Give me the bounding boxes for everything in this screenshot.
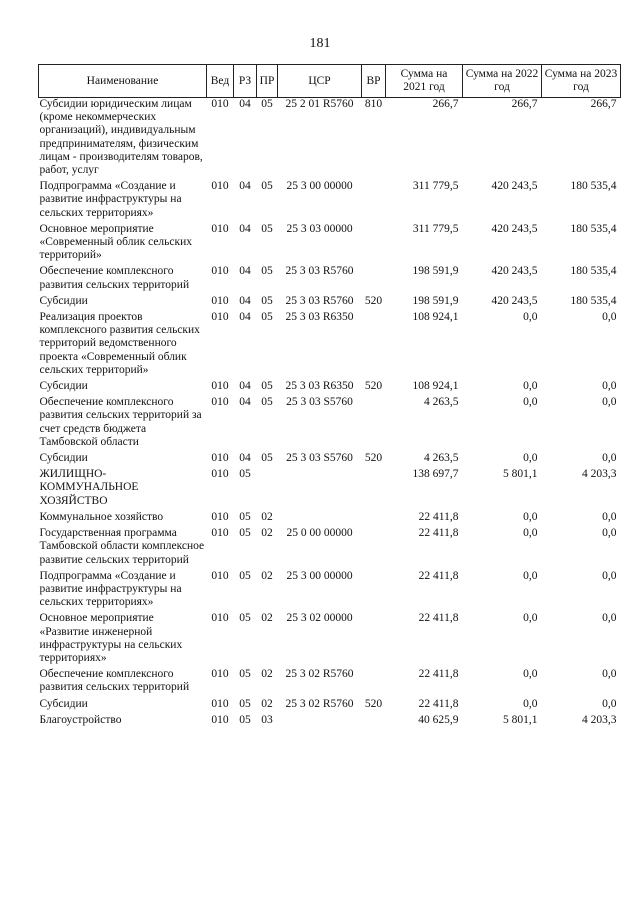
row-pr: 05 xyxy=(261,98,273,110)
row-sum-2022: 420 243,5 xyxy=(491,265,538,278)
row-csr: 25 3 03 S5760 xyxy=(286,396,353,409)
row-vr xyxy=(362,396,386,452)
row-vr xyxy=(362,468,386,511)
row-name: Реализация проектов комплексного развития сельских территорий ведомственного проекта «Современный облик сельских территорий» xyxy=(39,311,200,376)
row-sum-2023: 266,7 xyxy=(590,98,617,110)
row-pr: 02 xyxy=(261,612,273,625)
row-pr: 05 xyxy=(261,380,273,393)
row-ved: 010 xyxy=(211,713,229,726)
row-sum-2022: 0,0 xyxy=(523,380,538,393)
row-sum-2021: 40 625,9 xyxy=(418,713,459,726)
row-rz: 04 xyxy=(239,265,251,278)
row-sum-2023: 4 203,3 xyxy=(582,713,617,726)
row-rz: 05 xyxy=(239,569,251,582)
row-vr xyxy=(362,714,386,730)
row-csr: 25 2 01 R5760 xyxy=(285,98,354,110)
row-sum-2021: 108 924,1 xyxy=(412,380,459,393)
row-sum-2022: 420 243,5 xyxy=(491,222,538,235)
row-vr xyxy=(362,180,386,223)
row-name: Обеспечение комплексного развития сельских территорий xyxy=(39,265,190,291)
row-sum-2023: 0,0 xyxy=(602,569,617,582)
row-sum-2023: 0,0 xyxy=(602,668,617,681)
row-rz: 05 xyxy=(239,510,251,523)
row-pr: 05 xyxy=(261,265,273,278)
row-rz: 04 xyxy=(239,294,251,307)
row-ved: 010 xyxy=(211,311,229,324)
row-sum-2023: 180 535,4 xyxy=(570,265,617,278)
table-row xyxy=(39,452,621,468)
row-ved: 010 xyxy=(211,612,229,625)
row-name: Коммунальное хозяйство xyxy=(39,510,164,523)
row-csr: 25 3 00 00000 xyxy=(286,569,353,582)
page-number: 181 xyxy=(309,36,331,51)
header-rz: РЗ xyxy=(234,65,257,98)
header-pr: ПР xyxy=(257,65,278,98)
row-rz: 05 xyxy=(239,713,251,726)
row-name: Подпрограмма «Создание и развитие инфраструктуры на сельских территориях» xyxy=(39,180,182,219)
row-vr xyxy=(362,265,386,294)
row-sum-2021: 266,7 xyxy=(432,98,459,110)
row-sum-2021: 4 263,5 xyxy=(424,452,459,465)
row-ved: 010 xyxy=(211,222,229,235)
row-vr: 520 xyxy=(364,294,383,307)
row-name: Благоустройство xyxy=(39,713,122,726)
table-row xyxy=(39,223,621,266)
header-sum-2023: Сумма на 2023 год xyxy=(542,65,621,98)
row-pr: 05 xyxy=(261,180,273,193)
table-row xyxy=(39,180,621,223)
header-vr: ВР xyxy=(362,65,386,98)
row-sum-2021: 311 779,5 xyxy=(412,222,459,235)
row-pr: 02 xyxy=(261,510,273,523)
row-ved: 010 xyxy=(211,452,229,465)
row-rz: 05 xyxy=(239,527,251,540)
row-sum-2022: 0,0 xyxy=(523,612,538,625)
table-row xyxy=(39,698,621,714)
row-sum-2023: 180 535,4 xyxy=(570,222,617,235)
row-csr: 25 3 03 R5760 xyxy=(285,294,354,307)
header-sum-2021: Сумма на 2021 год xyxy=(386,65,463,98)
row-name: Субсидии xyxy=(39,697,88,710)
row-name: ЖИЛИЩНО-КОММУНАЛЬНОЕ ХОЗЯЙСТВО xyxy=(39,468,139,507)
row-ved: 010 xyxy=(211,697,229,710)
table-row xyxy=(39,714,621,730)
row-name: Основное мероприятие «Развитие инженерной инфраструктуры на сельских территориях» xyxy=(39,612,183,664)
row-rz: 04 xyxy=(239,98,251,110)
table-row xyxy=(39,295,621,311)
row-vr xyxy=(362,311,386,380)
header-name: Наименование xyxy=(39,65,207,98)
row-pr: 02 xyxy=(261,527,273,540)
table-row xyxy=(39,468,621,511)
row-rz: 04 xyxy=(239,222,251,235)
row-vr: 520 xyxy=(364,380,383,393)
row-rz: 05 xyxy=(239,697,251,710)
table-row xyxy=(39,396,621,452)
row-rz: 04 xyxy=(239,396,251,409)
row-ved: 010 xyxy=(211,468,229,481)
row-sum-2021: 22 411,8 xyxy=(418,510,459,523)
row-sum-2021: 4 263,5 xyxy=(424,396,459,409)
row-name: Субсидии xyxy=(39,380,88,393)
row-csr: 25 3 03 00000 xyxy=(286,222,353,235)
table-body xyxy=(39,98,621,730)
row-sum-2022: 0,0 xyxy=(523,452,538,465)
row-sum-2022: 266,7 xyxy=(511,98,538,110)
row-ved: 010 xyxy=(211,180,229,193)
header-sum-2022: Сумма на 2022 год xyxy=(463,65,542,98)
row-name: Подпрограмма «Создание и развитие инфраструктуры на сельских территориях» xyxy=(39,569,182,609)
row-vr: 810 xyxy=(364,98,383,110)
row-sum-2022: 420 243,5 xyxy=(491,180,538,193)
row-ved: 010 xyxy=(211,380,229,393)
row-sum-2021: 198 591,9 xyxy=(412,294,459,307)
row-sum-2021: 198 591,9 xyxy=(412,265,459,278)
row-vr xyxy=(362,527,386,570)
row-pr: 02 xyxy=(261,668,273,681)
row-sum-2022: 0,0 xyxy=(523,569,538,582)
row-vr xyxy=(362,668,386,697)
row-rz: 05 xyxy=(239,612,251,625)
row-sum-2023: 0,0 xyxy=(602,311,617,324)
row-sum-2022: 0,0 xyxy=(523,311,538,324)
row-csr: 25 3 00 00000 xyxy=(286,180,353,193)
row-pr: 03 xyxy=(261,713,273,726)
row-ved: 010 xyxy=(211,265,229,278)
row-csr: 25 3 03 R6350 xyxy=(285,311,354,324)
row-sum-2023: 0,0 xyxy=(602,510,617,523)
row-sum-2022: 5 801,1 xyxy=(503,713,538,726)
header-ved: Вед xyxy=(207,65,234,98)
row-sum-2023: 0,0 xyxy=(602,697,617,710)
row-rz: 04 xyxy=(239,452,251,465)
row-vr xyxy=(362,511,386,527)
row-sum-2023: 180 535,4 xyxy=(570,180,617,193)
row-pr: 05 xyxy=(261,222,273,235)
row-csr: 25 3 02 R5760 xyxy=(285,697,354,710)
row-sum-2021: 108 924,1 xyxy=(412,311,459,324)
table-row xyxy=(39,98,621,181)
row-vr: 520 xyxy=(364,697,383,710)
row-csr: 25 3 03 R5760 xyxy=(285,265,354,278)
table-row xyxy=(39,311,621,380)
table-row xyxy=(39,570,621,613)
table-row xyxy=(39,527,621,570)
row-name: Государственная программа Тамбовской области комплексное развитие сельских территорий xyxy=(39,527,205,566)
row-sum-2023: 0,0 xyxy=(602,452,617,465)
row-pr: 05 xyxy=(261,294,273,307)
row-csr: 25 3 03 S5760 xyxy=(286,452,353,465)
row-pr xyxy=(257,468,278,511)
row-name: Субсидии xyxy=(39,452,88,465)
row-sum-2023: 4 203,3 xyxy=(582,468,617,481)
row-sum-2022: 0,0 xyxy=(523,396,538,409)
row-ved: 010 xyxy=(211,527,229,540)
row-sum-2021: 22 411,8 xyxy=(418,569,459,582)
row-rz: 04 xyxy=(239,180,251,193)
row-csr xyxy=(278,468,362,511)
row-sum-2023: 0,0 xyxy=(602,527,617,540)
row-csr: 25 3 02 R5760 xyxy=(285,668,354,681)
row-csr: 25 0 00 00000 xyxy=(286,527,353,540)
row-ved: 010 xyxy=(211,396,229,409)
row-sum-2023: 180 535,4 xyxy=(570,294,617,307)
row-vr xyxy=(362,570,386,613)
row-vr xyxy=(362,612,386,668)
row-pr: 05 xyxy=(261,311,273,324)
row-sum-2023: 0,0 xyxy=(602,612,617,625)
row-pr: 02 xyxy=(261,697,273,710)
table-header-row xyxy=(39,65,621,98)
table-row xyxy=(39,612,621,668)
row-sum-2022: 0,0 xyxy=(523,668,538,681)
row-rz: 04 xyxy=(239,380,251,393)
row-csr: 25 3 02 00000 xyxy=(286,612,353,625)
row-sum-2021: 311 779,5 xyxy=(412,180,459,193)
row-pr: 05 xyxy=(261,396,273,409)
budget-table xyxy=(38,64,621,730)
row-sum-2022: 0,0 xyxy=(523,527,538,540)
row-rz: 05 xyxy=(239,468,251,481)
row-name: Обеспечение комплексного развития сельских территорий за счет средств бюджета Тамбовской области xyxy=(39,396,202,448)
table-row xyxy=(39,265,621,294)
row-name: Обеспечение комплексного развития сельских территорий xyxy=(39,668,190,694)
row-name: Субсидии xyxy=(39,294,88,307)
row-sum-2022: 5 801,1 xyxy=(503,468,538,481)
table-row xyxy=(39,668,621,697)
row-csr: 25 3 03 R6350 xyxy=(285,380,354,393)
row-ved: 010 xyxy=(211,510,229,523)
row-sum-2022: 0,0 xyxy=(523,510,538,523)
row-csr xyxy=(278,714,362,730)
row-csr xyxy=(278,511,362,527)
table-row xyxy=(39,380,621,396)
row-name: Основное мероприятие «Современный облик сельских территорий» xyxy=(39,222,192,262)
row-sum-2021: 22 411,8 xyxy=(418,697,459,710)
row-sum-2021: 22 411,8 xyxy=(418,527,459,540)
row-sum-2021: 22 411,8 xyxy=(418,612,459,625)
row-sum-2023: 0,0 xyxy=(602,396,617,409)
row-sum-2023: 0,0 xyxy=(602,380,617,393)
row-sum-2022: 0,0 xyxy=(523,697,538,710)
row-sum-2022: 420 243,5 xyxy=(491,294,538,307)
row-sum-2021: 138 697,7 xyxy=(412,468,459,481)
row-ved: 010 xyxy=(211,668,229,681)
header-csr: ЦСР xyxy=(278,65,362,98)
row-pr: 05 xyxy=(261,452,273,465)
row-ved: 010 xyxy=(211,294,229,307)
row-rz: 05 xyxy=(239,668,251,681)
table-row xyxy=(39,511,621,527)
row-pr: 02 xyxy=(261,569,273,582)
row-vr xyxy=(362,223,386,266)
row-vr: 520 xyxy=(364,452,383,465)
row-rz: 04 xyxy=(239,311,251,324)
row-ved: 010 xyxy=(211,569,229,582)
row-name: Субсидии юридическим лицам (кроме некоммерческих организаций), индивидуальным предпринимателям, физическим лицам - производителям товаров, работ, услуг xyxy=(39,98,203,177)
row-sum-2021: 22 411,8 xyxy=(418,668,459,681)
row-ved: 010 xyxy=(211,98,229,110)
